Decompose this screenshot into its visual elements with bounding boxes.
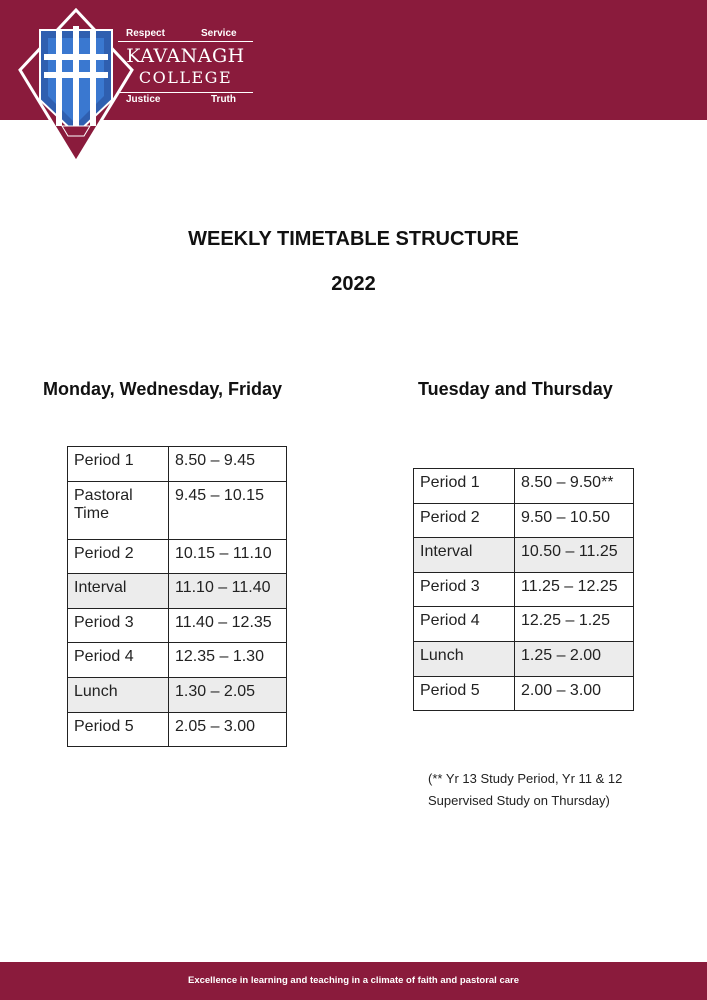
period-time: 11.10 – 11.40 (169, 574, 287, 609)
table-row (68, 643, 287, 678)
table-row (414, 676, 634, 711)
table-row (68, 608, 287, 643)
period-time: 10.15 – 11.10 (169, 539, 287, 574)
period-name: Period 5 (414, 676, 515, 711)
table-row (414, 469, 634, 504)
period-time: 1.30 – 2.05 (169, 677, 287, 712)
period-name: Interval (414, 538, 515, 573)
page-title: WEEKLY TIMETABLE STRUCTURE (188, 228, 519, 250)
table-row (68, 481, 287, 539)
period-time: 9.45 – 10.15 (169, 481, 287, 539)
period-name: Lunch (414, 641, 515, 676)
timetable-mon-wed-fri (67, 446, 287, 747)
table-row (414, 641, 634, 676)
table-row (414, 503, 634, 538)
period-time: 9.50 – 10.50 (515, 503, 634, 538)
period-time: 8.50 – 9.50** (515, 469, 634, 504)
period-name: Period 3 (414, 572, 515, 607)
period-name: Period 3 (68, 608, 169, 643)
period-time: 8.50 – 9.45 (169, 447, 287, 482)
value-truth: Truth (211, 94, 236, 105)
period-time: 2.00 – 3.00 (515, 676, 634, 711)
footer-band (0, 962, 707, 1000)
period-time: 10.50 – 11.25 (515, 538, 634, 573)
timetable-tue-thu (413, 468, 634, 711)
school-name (118, 41, 253, 93)
school-name-line2: COLLEGE (138, 68, 233, 87)
period-time: 12.35 – 1.30 (169, 643, 287, 678)
period-name: Period 4 (68, 643, 169, 678)
period-time: 11.40 – 12.35 (169, 608, 287, 643)
college-logo (18, 8, 258, 168)
table-row (68, 574, 287, 609)
table-row (414, 572, 634, 607)
period-name: Period 2 (68, 539, 169, 574)
period-name: Interval (68, 574, 169, 609)
table-row (414, 538, 634, 573)
period-time: 12.25 – 1.25 (515, 607, 634, 642)
value-service: Service (201, 28, 237, 39)
table-row (68, 712, 287, 747)
footnote: (** Yr 13 Study Period, Yr 11 & 12 Supervised Study on Thursday) (428, 771, 623, 808)
table-row (414, 607, 634, 642)
value-justice: Justice (126, 94, 161, 105)
table-row (68, 539, 287, 574)
heading-tue-thu: Tuesday and Thursday (418, 379, 613, 399)
period-name: Period 2 (414, 503, 515, 538)
page-year: 2022 (331, 273, 376, 295)
period-name: Period 5 (68, 712, 169, 747)
period-time: 1.25 – 2.00 (515, 641, 634, 676)
value-respect: Respect (126, 28, 165, 39)
table-row (68, 447, 287, 482)
period-name: Period 4 (414, 607, 515, 642)
period-name: Period 1 (414, 469, 515, 504)
period-name: Lunch (68, 677, 169, 712)
school-name-line1: KAVANAGH (126, 45, 245, 67)
period-name: Pastoral Time (68, 481, 169, 539)
footer-tagline: Excellence in learning and teaching in a climate of faith and pastoral care (187, 975, 519, 986)
period-time: 11.25 – 12.25 (515, 572, 634, 607)
heading-mon-wed-fri: Monday, Wednesday, Friday (43, 379, 283, 399)
table-row (68, 677, 287, 712)
period-time: 2.05 – 3.00 (169, 712, 287, 747)
period-name: Period 1 (68, 447, 169, 482)
